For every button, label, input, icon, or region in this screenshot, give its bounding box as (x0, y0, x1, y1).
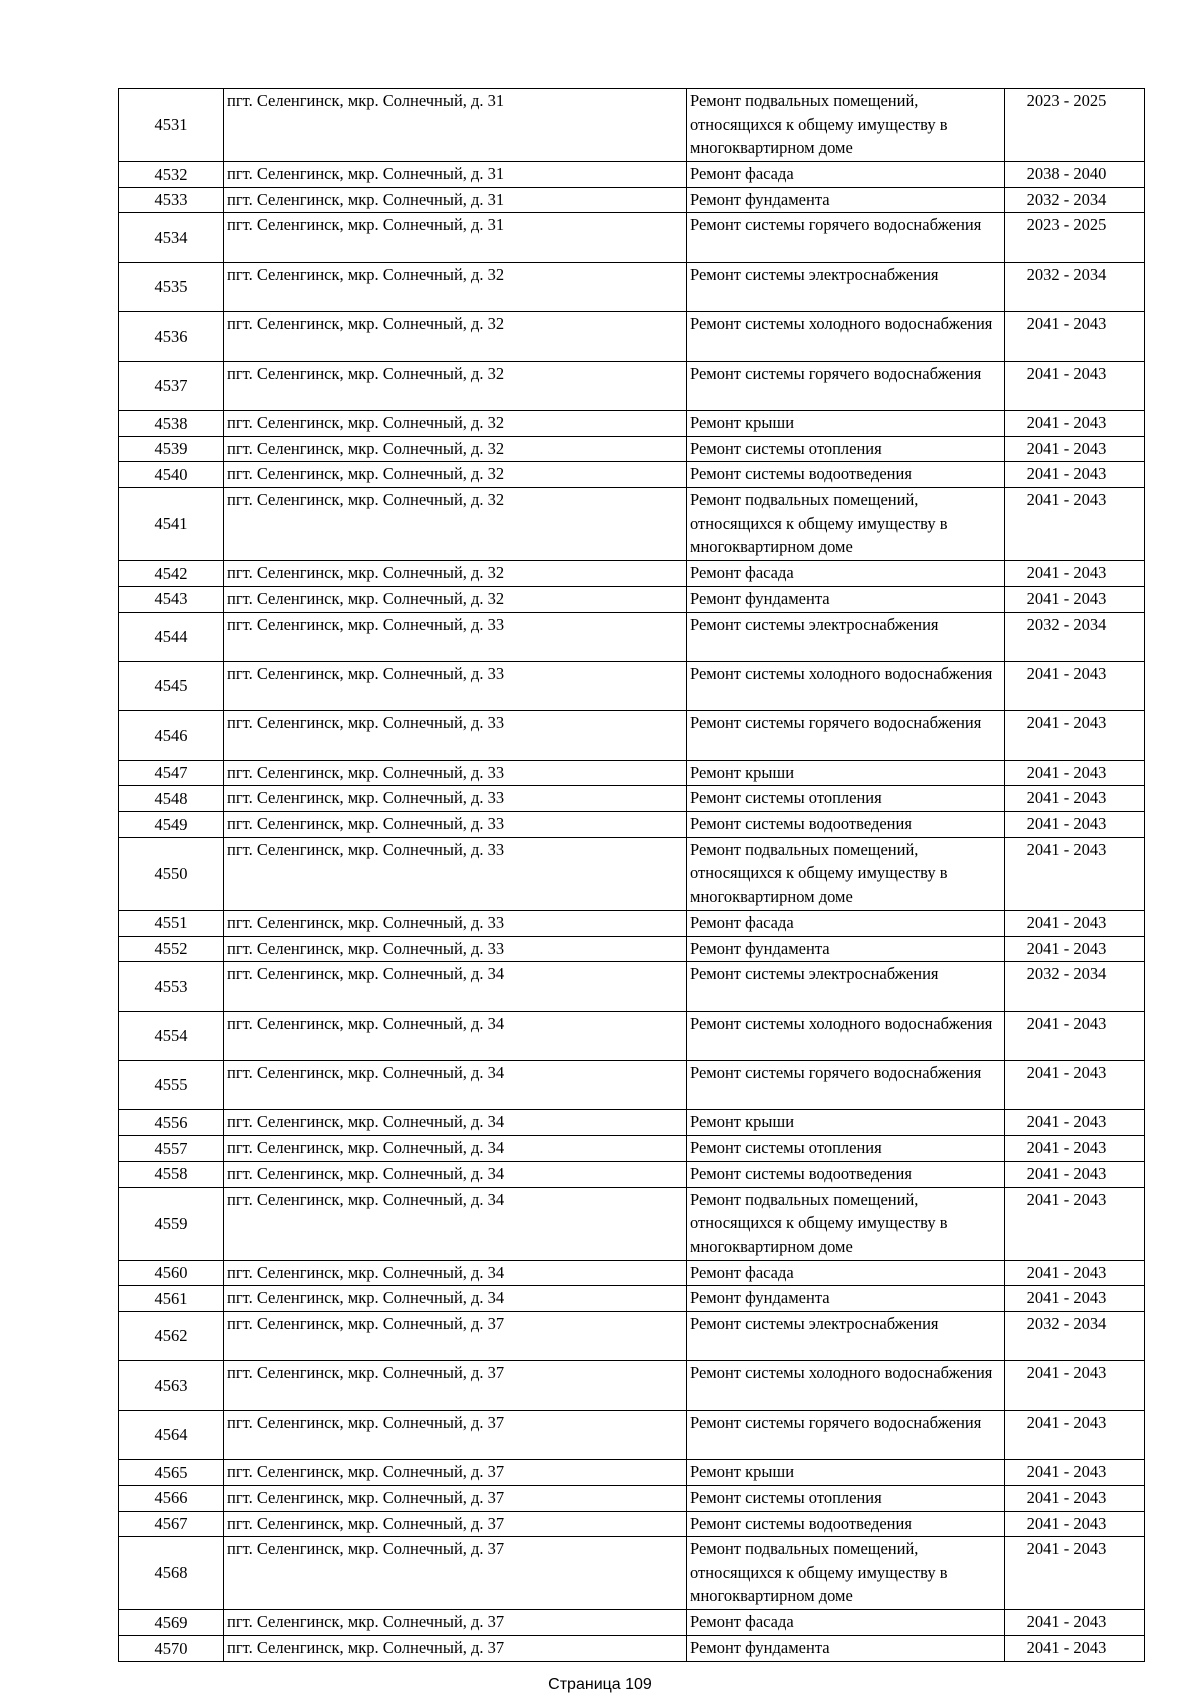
row-address: пгт. Селенгинск, мкр. Солнечный, д. 32 (224, 436, 687, 462)
row-number: 4539 (119, 436, 224, 462)
table-row (119, 1610, 1145, 1636)
row-period: 2041 - 2043 (1005, 1260, 1145, 1286)
row-work-type: Ремонт фундамента (687, 936, 1005, 962)
row-period: 2041 - 2043 (1005, 1361, 1145, 1410)
row-number: 4553 (119, 962, 224, 1011)
row-number: 4545 (119, 661, 224, 710)
row-address: пгт. Селенгинск, мкр. Солнечный, д. 37 (224, 1311, 687, 1360)
row-work-type: Ремонт системы холодного водоснабжения (687, 661, 1005, 710)
row-period: 2041 - 2043 (1005, 711, 1145, 760)
row-period: 2041 - 2043 (1005, 1136, 1145, 1162)
row-period: 2041 - 2043 (1005, 1485, 1145, 1511)
row-work-type: Ремонт подвальных помещений, относящихся к общему имуществу в многоквартирном доме (687, 1187, 1005, 1260)
table-row (119, 89, 1145, 162)
row-number: 4548 (119, 786, 224, 812)
row-period: 2041 - 2043 (1005, 1187, 1145, 1260)
row-work-type: Ремонт системы отопления (687, 786, 1005, 812)
row-period: 2038 - 2040 (1005, 162, 1145, 188)
row-period: 2032 - 2034 (1005, 962, 1145, 1011)
table-row (119, 312, 1145, 361)
row-period: 2032 - 2034 (1005, 612, 1145, 661)
row-work-type: Ремонт крыши (687, 1460, 1005, 1486)
row-address: пгт. Селенгинск, мкр. Солнечный, д. 32 (224, 312, 687, 361)
row-address: пгт. Селенгинск, мкр. Солнечный, д. 31 (224, 187, 687, 213)
row-number: 4568 (119, 1537, 224, 1610)
row-work-type: Ремонт системы горячего водоснабжения (687, 1061, 1005, 1110)
row-period: 2041 - 2043 (1005, 1061, 1145, 1110)
row-period: 2041 - 2043 (1005, 361, 1145, 410)
table-row (119, 561, 1145, 587)
row-work-type: Ремонт системы горячего водоснабжения (687, 711, 1005, 760)
table-row (119, 711, 1145, 760)
row-work-type: Ремонт системы водоотведения (687, 1161, 1005, 1187)
row-number: 4559 (119, 1187, 224, 1260)
row-address: пгт. Селенгинск, мкр. Солнечный, д. 37 (224, 1485, 687, 1511)
row-period: 2041 - 2043 (1005, 661, 1145, 710)
row-number: 4532 (119, 162, 224, 188)
row-work-type: Ремонт крыши (687, 760, 1005, 786)
row-work-type: Ремонт фасада (687, 1260, 1005, 1286)
row-period: 2041 - 2043 (1005, 1410, 1145, 1459)
row-address: пгт. Селенгинск, мкр. Солнечный, д. 31 (224, 162, 687, 188)
table-row (119, 1260, 1145, 1286)
row-work-type: Ремонт системы горячего водоснабжения (687, 1410, 1005, 1459)
table-row (119, 1537, 1145, 1610)
table-row (119, 837, 1145, 910)
row-period: 2041 - 2043 (1005, 1110, 1145, 1136)
table-row (119, 1635, 1145, 1661)
table-row (119, 1136, 1145, 1162)
row-address: пгт. Селенгинск, мкр. Солнечный, д. 34 (224, 1061, 687, 1110)
row-period: 2041 - 2043 (1005, 1460, 1145, 1486)
row-work-type: Ремонт системы холодного водоснабжения (687, 312, 1005, 361)
row-address: пгт. Селенгинск, мкр. Солнечный, д. 33 (224, 711, 687, 760)
table-row (119, 1187, 1145, 1260)
row-address: пгт. Селенгинск, мкр. Солнечный, д. 37 (224, 1635, 687, 1661)
table-row (119, 1161, 1145, 1187)
table-row (119, 162, 1145, 188)
row-number: 4542 (119, 561, 224, 587)
row-number: 4560 (119, 1260, 224, 1286)
row-period: 2041 - 2043 (1005, 488, 1145, 561)
row-work-type: Ремонт системы холодного водоснабжения (687, 1011, 1005, 1060)
row-period: 2023 - 2025 (1005, 213, 1145, 262)
row-period: 2041 - 2043 (1005, 1011, 1145, 1060)
row-work-type: Ремонт подвальных помещений, относящихся к общему имуществу в многоквартирном доме (687, 837, 1005, 910)
row-period: 2041 - 2043 (1005, 1537, 1145, 1610)
table-row (119, 1511, 1145, 1537)
row-work-type: Ремонт системы электроснабжения (687, 262, 1005, 311)
row-address: пгт. Селенгинск, мкр. Солнечный, д. 33 (224, 910, 687, 936)
row-period: 2041 - 2043 (1005, 760, 1145, 786)
row-work-type: Ремонт фундамента (687, 1635, 1005, 1661)
row-work-type: Ремонт крыши (687, 1110, 1005, 1136)
row-work-type: Ремонт фундамента (687, 187, 1005, 213)
table-row (119, 1110, 1145, 1136)
row-period: 2032 - 2034 (1005, 1311, 1145, 1360)
table-row (119, 586, 1145, 612)
row-work-type: Ремонт подвальных помещений, относящихся к общему имуществу в многоквартирном доме (687, 1537, 1005, 1610)
row-period: 2041 - 2043 (1005, 910, 1145, 936)
row-address: пгт. Селенгинск, мкр. Солнечный, д. 34 (224, 1110, 687, 1136)
row-address: пгт. Селенгинск, мкр. Солнечный, д. 32 (224, 262, 687, 311)
row-address: пгт. Селенгинск, мкр. Солнечный, д. 31 (224, 89, 687, 162)
row-period: 2032 - 2034 (1005, 262, 1145, 311)
row-address: пгт. Селенгинск, мкр. Солнечный, д. 37 (224, 1610, 687, 1636)
row-address: пгт. Селенгинск, мкр. Солнечный, д. 34 (224, 962, 687, 1011)
row-address: пгт. Селенгинск, мкр. Солнечный, д. 32 (224, 361, 687, 410)
row-address: пгт. Селенгинск, мкр. Солнечный, д. 33 (224, 786, 687, 812)
table-row (119, 612, 1145, 661)
row-number: 4567 (119, 1511, 224, 1537)
row-address: пгт. Селенгинск, мкр. Солнечный, д. 33 (224, 612, 687, 661)
table-row (119, 661, 1145, 710)
table-row (119, 1410, 1145, 1459)
row-work-type: Ремонт крыши (687, 411, 1005, 437)
row-number: 4543 (119, 586, 224, 612)
row-number: 4562 (119, 1311, 224, 1360)
table-body (119, 89, 1145, 1662)
row-address: пгт. Селенгинск, мкр. Солнечный, д. 34 (224, 1161, 687, 1187)
row-address: пгт. Селенгинск, мкр. Солнечный, д. 37 (224, 1537, 687, 1610)
row-address: пгт. Селенгинск, мкр. Солнечный, д. 37 (224, 1460, 687, 1486)
row-period: 2041 - 2043 (1005, 561, 1145, 587)
row-address: пгт. Селенгинск, мкр. Солнечный, д. 37 (224, 1410, 687, 1459)
row-work-type: Ремонт системы отопления (687, 436, 1005, 462)
row-address: пгт. Селенгинск, мкр. Солнечный, д. 31 (224, 213, 687, 262)
row-work-type: Ремонт системы водоотведения (687, 1511, 1005, 1537)
row-work-type: Ремонт системы горячего водоснабжения (687, 361, 1005, 410)
row-work-type: Ремонт фундамента (687, 586, 1005, 612)
table-row (119, 1485, 1145, 1511)
row-number: 4550 (119, 837, 224, 910)
table-row (119, 1061, 1145, 1110)
row-work-type: Ремонт системы электроснабжения (687, 962, 1005, 1011)
table-row (119, 361, 1145, 410)
table-row (119, 488, 1145, 561)
table-row (119, 1361, 1145, 1410)
repair-schedule-table (118, 88, 1145, 1662)
row-address: пгт. Селенгинск, мкр. Солнечный, д. 34 (224, 1136, 687, 1162)
table-row (119, 187, 1145, 213)
row-address: пгт. Селенгинск, мкр. Солнечный, д. 32 (224, 462, 687, 488)
row-work-type: Ремонт фасада (687, 1610, 1005, 1636)
table-row (119, 411, 1145, 437)
row-number: 4547 (119, 760, 224, 786)
table-row (119, 262, 1145, 311)
table-row (119, 1286, 1145, 1312)
row-period: 2041 - 2043 (1005, 411, 1145, 437)
row-work-type: Ремонт системы отопления (687, 1136, 1005, 1162)
row-period: 2041 - 2043 (1005, 936, 1145, 962)
row-number: 4565 (119, 1460, 224, 1486)
row-period: 2032 - 2034 (1005, 187, 1145, 213)
table-row (119, 812, 1145, 838)
row-number: 4556 (119, 1110, 224, 1136)
row-number: 4541 (119, 488, 224, 561)
row-address: пгт. Селенгинск, мкр. Солнечный, д. 33 (224, 936, 687, 962)
table-row (119, 1011, 1145, 1060)
row-number: 4549 (119, 812, 224, 838)
row-period: 2041 - 2043 (1005, 1635, 1145, 1661)
row-number: 4536 (119, 312, 224, 361)
row-period: 2041 - 2043 (1005, 1610, 1145, 1636)
row-address: пгт. Селенгинск, мкр. Солнечный, д. 32 (224, 488, 687, 561)
row-number: 4546 (119, 711, 224, 760)
row-number: 4537 (119, 361, 224, 410)
table-row (119, 760, 1145, 786)
row-address: пгт. Селенгинск, мкр. Солнечный, д. 33 (224, 837, 687, 910)
row-period: 2041 - 2043 (1005, 1161, 1145, 1187)
row-work-type: Ремонт системы водоотведения (687, 462, 1005, 488)
row-period: 2041 - 2043 (1005, 462, 1145, 488)
row-number: 4544 (119, 612, 224, 661)
row-address: пгт. Селенгинск, мкр. Солнечный, д. 33 (224, 661, 687, 710)
row-address: пгт. Селенгинск, мкр. Солнечный, д. 33 (224, 812, 687, 838)
row-number: 4557 (119, 1136, 224, 1162)
row-work-type: Ремонт фундамента (687, 1286, 1005, 1312)
row-number: 4554 (119, 1011, 224, 1060)
row-number: 4564 (119, 1410, 224, 1459)
row-number: 4531 (119, 89, 224, 162)
row-work-type: Ремонт фасада (687, 561, 1005, 587)
row-number: 4570 (119, 1635, 224, 1661)
page-number: Страница 109 (548, 1676, 652, 1693)
row-period: 2041 - 2043 (1005, 1511, 1145, 1537)
row-period: 2041 - 2043 (1005, 436, 1145, 462)
table-row (119, 1311, 1145, 1360)
table-row (119, 213, 1145, 262)
row-work-type: Ремонт системы холодного водоснабжения (687, 1361, 1005, 1410)
row-number: 4533 (119, 187, 224, 213)
row-work-type: Ремонт подвальных помещений, относящихся к общему имуществу в многоквартирном доме (687, 488, 1005, 561)
row-period: 2041 - 2043 (1005, 786, 1145, 812)
row-number: 4566 (119, 1485, 224, 1511)
row-address: пгт. Селенгинск, мкр. Солнечный, д. 32 (224, 586, 687, 612)
row-work-type: Ремонт подвальных помещений, относящихся к общему имуществу в многоквартирном доме (687, 89, 1005, 162)
table-row (119, 936, 1145, 962)
row-work-type: Ремонт системы водоотведения (687, 812, 1005, 838)
row-work-type: Ремонт фасада (687, 162, 1005, 188)
row-work-type: Ремонт системы горячего водоснабжения (687, 213, 1005, 262)
table-row (119, 786, 1145, 812)
row-address: пгт. Селенгинск, мкр. Солнечный, д. 34 (224, 1011, 687, 1060)
row-address: пгт. Селенгинск, мкр. Солнечный, д. 34 (224, 1286, 687, 1312)
row-address: пгт. Селенгинск, мкр. Солнечный, д. 32 (224, 411, 687, 437)
document-sheet (118, 88, 1107, 1662)
row-address: пгт. Селенгинск, мкр. Солнечный, д. 37 (224, 1361, 687, 1410)
row-address: пгт. Селенгинск, мкр. Солнечный, д. 33 (224, 760, 687, 786)
row-period: 2041 - 2043 (1005, 312, 1145, 361)
row-number: 4555 (119, 1061, 224, 1110)
table-row (119, 436, 1145, 462)
row-period: 2023 - 2025 (1005, 89, 1145, 162)
row-number: 4561 (119, 1286, 224, 1312)
row-number: 4563 (119, 1361, 224, 1410)
table-row (119, 962, 1145, 1011)
row-number: 4534 (119, 213, 224, 262)
row-number: 4535 (119, 262, 224, 311)
row-number: 4558 (119, 1161, 224, 1187)
row-number: 4540 (119, 462, 224, 488)
row-work-type: Ремонт системы отопления (687, 1485, 1005, 1511)
row-address: пгт. Селенгинск, мкр. Солнечный, д. 34 (224, 1187, 687, 1260)
table-row (119, 910, 1145, 936)
table-row (119, 462, 1145, 488)
row-work-type: Ремонт фасада (687, 910, 1005, 936)
row-period: 2041 - 2043 (1005, 586, 1145, 612)
row-period: 2041 - 2043 (1005, 1286, 1145, 1312)
table-row (119, 1460, 1145, 1486)
row-number: 4569 (119, 1610, 224, 1636)
row-number: 4551 (119, 910, 224, 936)
row-number: 4552 (119, 936, 224, 962)
row-work-type: Ремонт системы электроснабжения (687, 1311, 1005, 1360)
row-address: пгт. Селенгинск, мкр. Солнечный, д. 32 (224, 561, 687, 587)
row-address: пгт. Селенгинск, мкр. Солнечный, д. 34 (224, 1260, 687, 1286)
row-number: 4538 (119, 411, 224, 437)
row-period: 2041 - 2043 (1005, 812, 1145, 838)
row-period: 2041 - 2043 (1005, 837, 1145, 910)
row-work-type: Ремонт системы электроснабжения (687, 612, 1005, 661)
row-address: пгт. Селенгинск, мкр. Солнечный, д. 37 (224, 1511, 687, 1537)
